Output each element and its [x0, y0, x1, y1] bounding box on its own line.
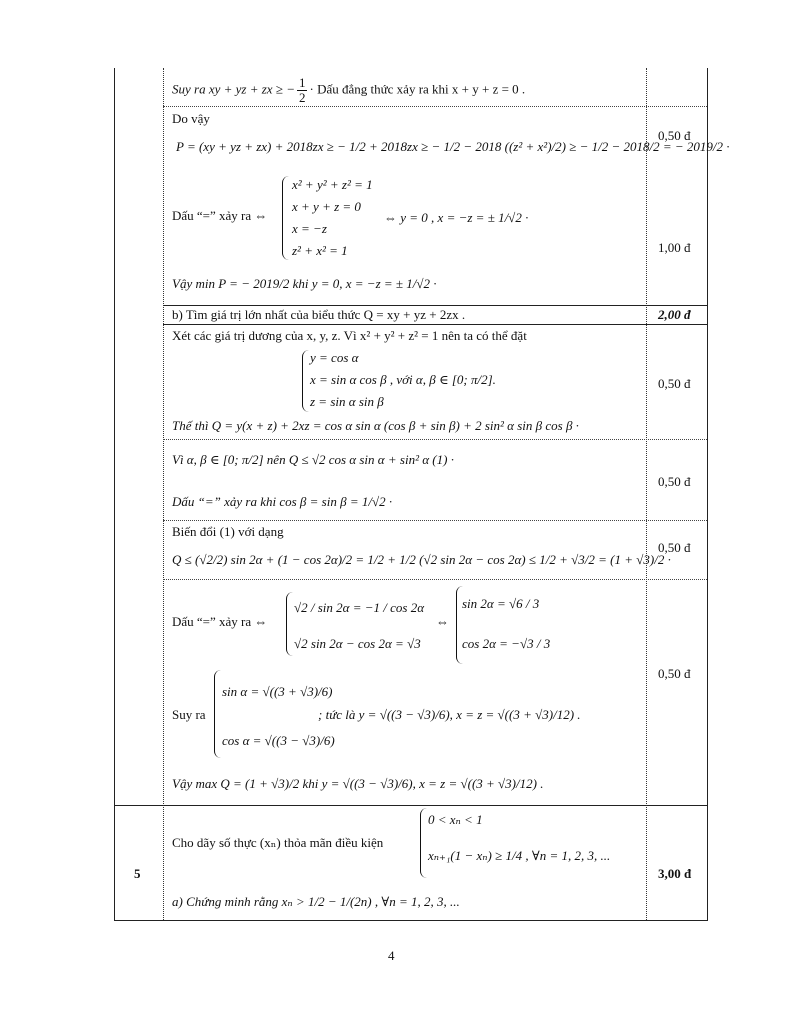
row7-score: 0,50 đ [658, 666, 691, 681]
row-divider [163, 520, 707, 521]
row1-text: Suy ra xy + yz + zx ≥ − $\frac{1}{2}$ · Dấu đẳng thức xảy ra khi x + y + z = 0 . [172, 75, 526, 105]
row4-line1: Xét các giá trị dương của x, y, z. Vì x² + y² + z² = 1 nên ta có thể đặt [172, 328, 527, 343]
col-divider-2 [646, 68, 647, 920]
row7-suy-ra: Suy ra [172, 707, 206, 722]
col-divider-1 [163, 68, 164, 920]
system-brace [420, 808, 427, 878]
row7-sys1-eq2: √2 sin 2α − cos 2α = √3 [294, 636, 421, 651]
row4-score: 0,50 đ [658, 376, 691, 391]
row7-sys3-eq2: cos α = √((3 − √3)/6) [222, 733, 335, 748]
row-divider [163, 439, 707, 440]
row4-sys1: y = cos α [310, 350, 359, 365]
question-number: 5 [134, 866, 141, 881]
part-b-score: 2,00 đ [658, 307, 691, 322]
row7-tuc-la: ; tức là y = √((3 − √3)/6), x = z = √((3 + √3)/12) . [318, 707, 581, 722]
row-divider [163, 579, 707, 580]
row2-score-a: 0,50 đ [658, 128, 691, 143]
row2-system-eq2: x + y + z = 0 [292, 199, 361, 214]
row7-arrow: ⇔ [436, 614, 449, 629]
row2-system-eq3: x = −z [292, 221, 327, 236]
row8-score: 3,00 đ [658, 866, 692, 881]
row8-sys-eq1: 0 < xₙ < 1 [428, 812, 483, 827]
system-brace [286, 592, 293, 656]
row7-sys2-eq2: cos 2α = −√3 / 3 [462, 636, 551, 651]
row6-line2: Q ≤ (√2/2) sin 2α + (1 − cos 2α)/2 = 1/2 + 1/2 (√2 sin 2α − cos 2α) ≤ 1/2 + √3/2 = (1 + √3)/2 · [172, 552, 671, 567]
row5-score: 0,50 đ [658, 474, 691, 489]
row4-line2: Thế thì Q = y(x + z) + 2xz = cos α sin α (cos β + sin β) + 2 sin² α sin β cos β · [172, 418, 579, 433]
row7-sys1-eq1: √2 / sin 2α = −1 / cos 2α [294, 600, 425, 615]
table-bottom-border [114, 920, 708, 921]
row7-sys2-eq1: sin 2α = √6 / 3 [462, 596, 540, 611]
row6-line1: Biến đổi (1) với dạng [172, 524, 284, 539]
table-left-border [114, 68, 115, 920]
row2-conclusion: Vậy min P = − 2019/2 khi y = 0, x = −z = ± 1/√2 · [172, 276, 437, 291]
row2-system-result: ⇔ y = 0 , x = −z = ± 1/√2 · [384, 210, 529, 225]
row8-line1: Cho dãy số thực (xₙ) thỏa mãn điều kiện [172, 835, 384, 850]
row2-inequality: P = (xy + yz + zx) + 2018zx ≥ − 1/2 + 2018zx ≥ − 1/2 − 2018 ((z² + x²)/2) ≥ − 1/2 − 2018/2 = − 2019/2 · [176, 139, 730, 154]
row-divider [163, 106, 707, 107]
row4-sys2: x = sin α cos β , với α, β ∈ [0; π/2]. [310, 372, 496, 387]
part-b-question: b) Tìm giá trị lớn nhất của biểu thức Q = xy + yz + 2zx . [172, 307, 466, 322]
row7-conclusion: Vậy max Q = (1 + √3)/2 khi y = √((3 − √3)/6), x = z = √((3 + √3)/12) . [172, 776, 544, 791]
row8-line2: a) Chứng minh rằng xₙ > 1/2 − 1/(2n) , ∀n = 1, 2, 3, ... [172, 894, 460, 909]
system-brace [282, 176, 289, 260]
table-right-border [707, 68, 708, 920]
system-brace [302, 350, 309, 412]
row2-system-eq1: x² + y² + z² = 1 [292, 177, 373, 192]
row2-system-eq4: z² + x² = 1 [292, 243, 348, 258]
row7-sys3-eq1: sin α = √((3 + √3)/6) [222, 684, 333, 699]
row4-sys3: z = sin α sin β [310, 394, 384, 409]
row8-sys-eq2: xₙ₊₁(1 − xₙ) ≥ 1/4 , ∀n = 1, 2, 3, ... [428, 848, 611, 863]
system-brace [214, 670, 221, 758]
page-number: 4 [388, 948, 395, 963]
row2-system-label: Dấu “=” xảy ra ⇔ [172, 208, 268, 223]
row-divider [114, 805, 708, 806]
row2-score-b: 1,00 đ [658, 240, 691, 255]
row2-heading: Do vậy [172, 111, 210, 126]
row-divider [163, 305, 707, 306]
row5-line2: Dấu “=” xảy ra khi cos β = sin β = 1/√2 · [172, 494, 393, 509]
row5-line1: Vì α, β ∈ [0; π/2] nên Q ≤ √2 cos α sin α + sin² α (1) · [172, 452, 454, 467]
row7-label: Dấu “=” xảy ra ⇔ [172, 614, 268, 629]
row-divider [163, 324, 707, 325]
row6-score: 0,50 đ [658, 540, 691, 555]
